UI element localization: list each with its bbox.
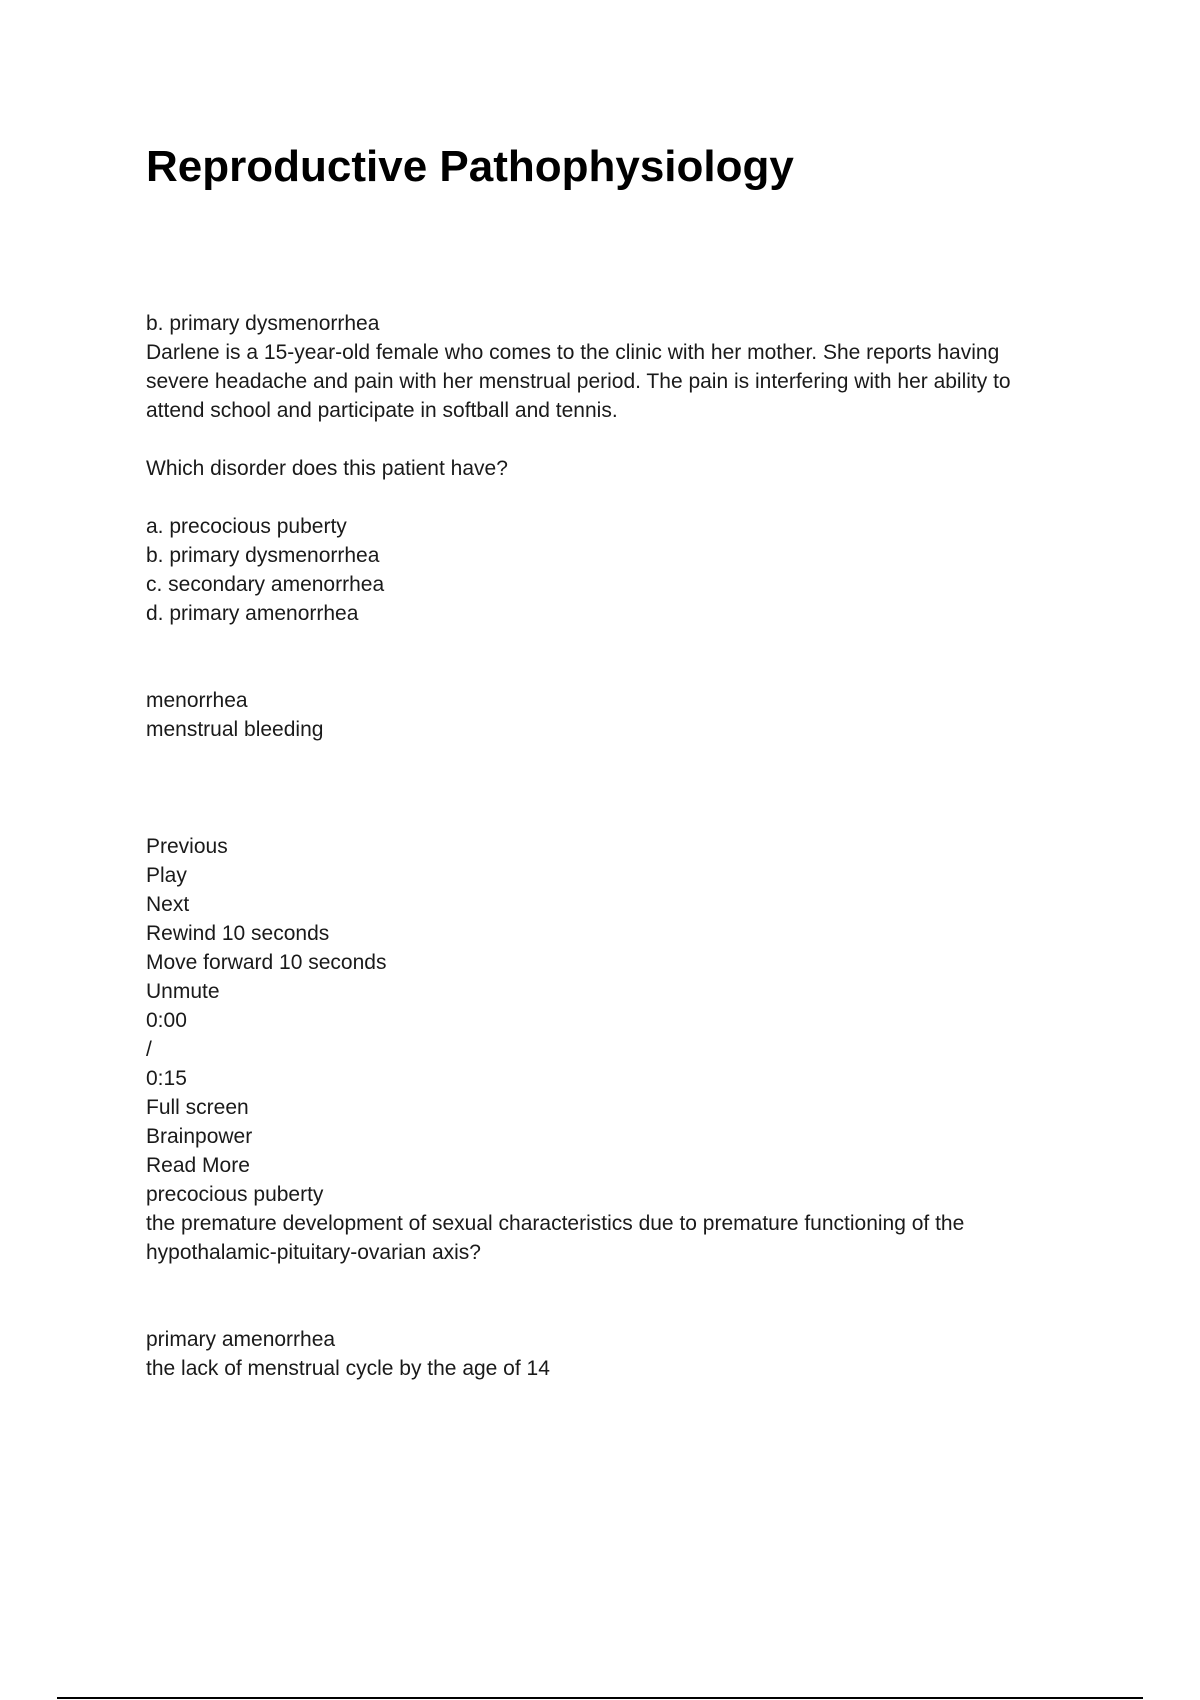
- flashcard-menorrhea: [146, 686, 1066, 744]
- current-time: 0:00: [146, 1009, 187, 1032]
- play-button[interactable]: Play: [146, 864, 187, 887]
- answer-option: c. secondary amenorrhea: [146, 573, 385, 596]
- brand-label: Brainpower: [146, 1125, 253, 1148]
- question-line: Darlene is a 15-year-old female who comes to the clinic with her mother. She reports having: [146, 341, 1000, 364]
- rewind-button[interactable]: Rewind 10 seconds: [146, 922, 330, 945]
- answer-option: d. primary amenorrhea: [146, 602, 359, 625]
- question-line: attend school and participate in softball and tennis.: [146, 399, 618, 422]
- flashcard-primary-amenorrhea: [146, 1325, 1066, 1383]
- card-term: precocious puberty: [146, 1183, 324, 1206]
- previous-button[interactable]: Previous: [146, 835, 228, 858]
- card-term: primary amenorrhea: [146, 1328, 336, 1351]
- read-more-link[interactable]: Read More: [146, 1154, 250, 1177]
- card-term: menorrhea: [146, 689, 248, 712]
- card-definition: menstrual bleeding: [146, 718, 324, 741]
- forward-button[interactable]: Move forward 10 seconds: [146, 951, 387, 974]
- next-button[interactable]: Next: [146, 893, 190, 916]
- question-prompt: Which disorder does this patient have?: [146, 457, 508, 480]
- footer-divider: [57, 1697, 1143, 1699]
- unmute-button[interactable]: Unmute: [146, 980, 220, 1003]
- duration: 0:15: [146, 1067, 187, 1090]
- flashcard-precocious-puberty: [146, 1180, 1066, 1267]
- card-definition: the premature development of sexual characteristics due to premature functioning of the: [146, 1212, 965, 1235]
- answer-option: b. primary dysmenorrhea: [146, 544, 380, 567]
- fullscreen-button[interactable]: Full screen: [146, 1096, 249, 1119]
- answer-option: a. precocious puberty: [146, 515, 347, 538]
- page-title: Reproductive Pathophysiology: [146, 142, 794, 191]
- time-separator: /: [146, 1038, 152, 1061]
- card-definition: hypothalamic-pituitary-ovarian axis?: [146, 1241, 481, 1264]
- card-answer: b. primary dysmenorrhea: [146, 312, 380, 335]
- media-player-controls: [146, 832, 1066, 1180]
- question-line: severe headache and pain with her menstrual period. The pain is interfering with her ability to: [146, 370, 1011, 393]
- card-definition: the lack of menstrual cycle by the age of 14: [146, 1357, 550, 1380]
- flashcard-dysmenorrhea: [146, 309, 1066, 628]
- document-content: [146, 309, 1066, 1383]
